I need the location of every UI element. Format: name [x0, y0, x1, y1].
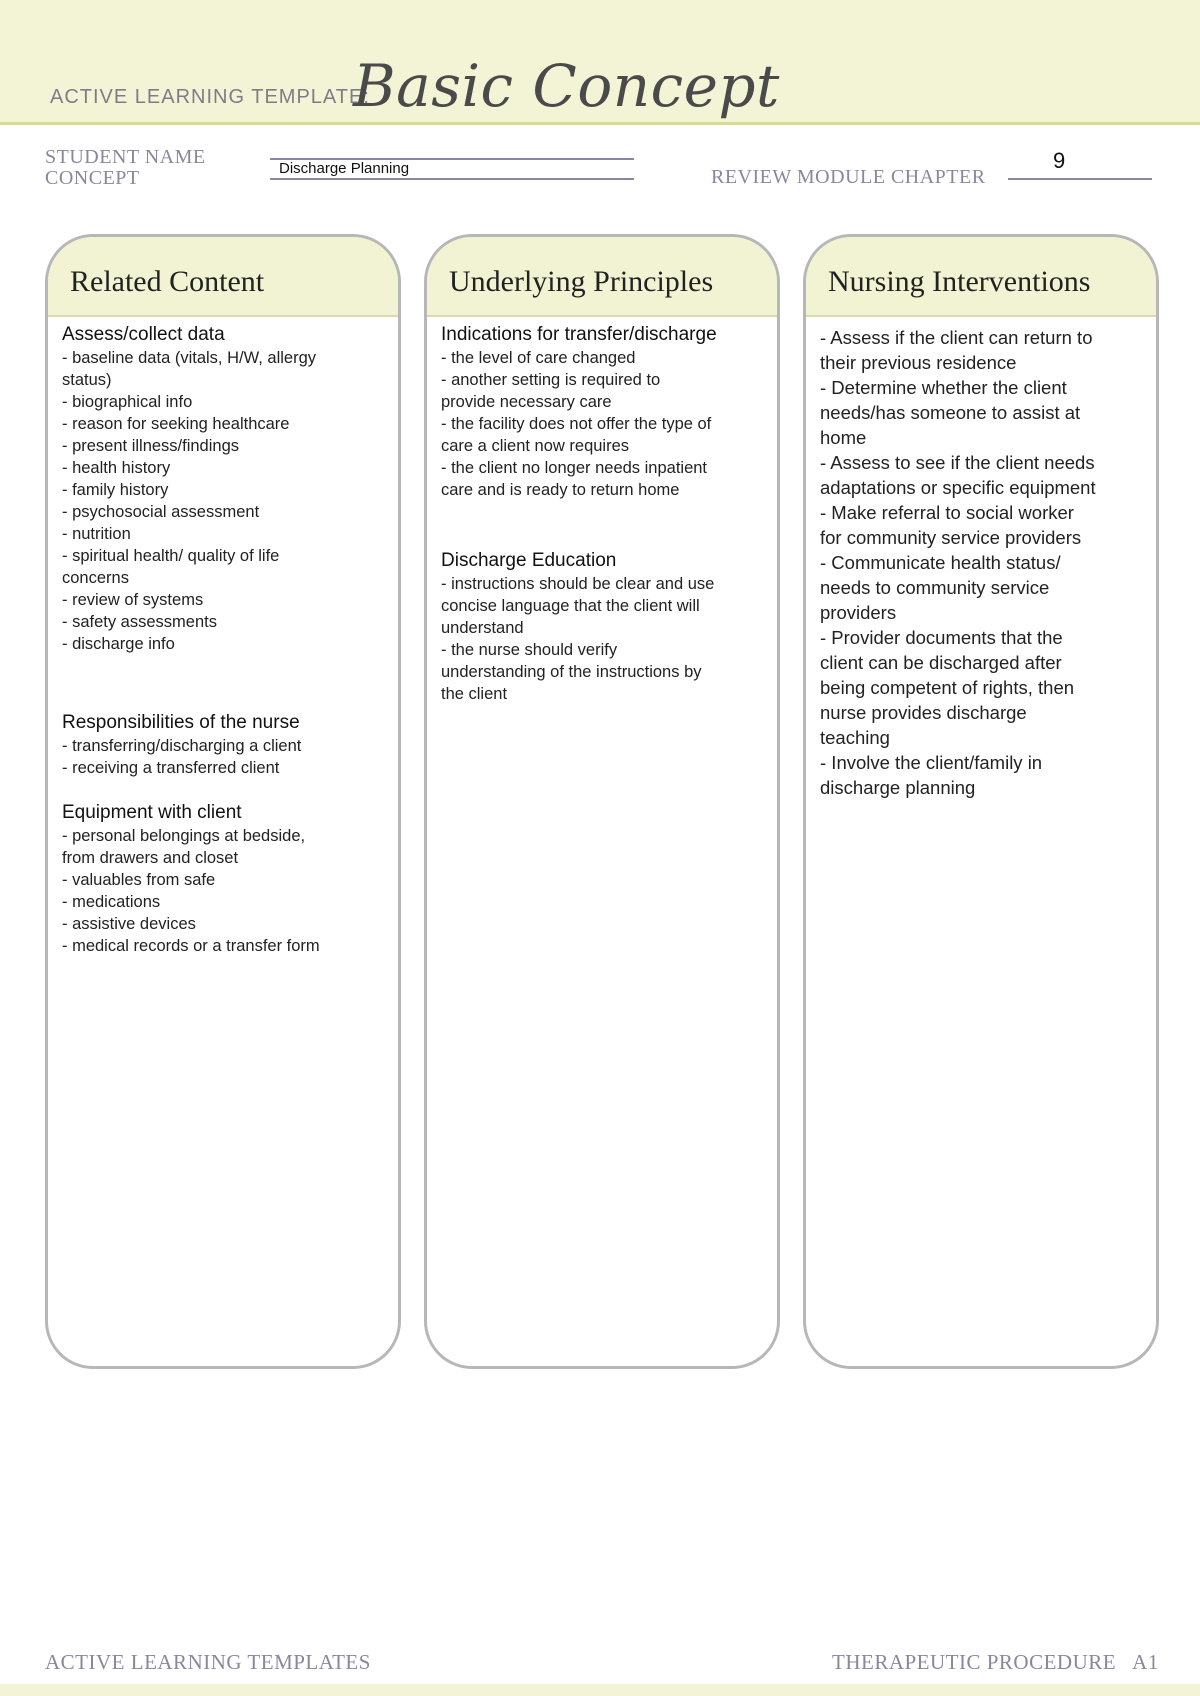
list-item: - the facility does not offer the type of: [441, 415, 712, 433]
list-item: - review of systems: [62, 591, 204, 609]
list-item: - biographical info: [62, 393, 193, 411]
section-title: Responsibilities of the nurse: [62, 712, 300, 733]
list-item: nurse provides discharge: [820, 702, 1027, 723]
list-item: - Determine whether the client: [820, 377, 1067, 398]
list-item: - reason for seeking healthcare: [62, 415, 290, 433]
footer-right-label: THERAPEUTIC PROCEDURE A1: [832, 1650, 1159, 1674]
list-item: - family history: [62, 481, 169, 499]
related-content-title: Related Content: [70, 265, 265, 298]
list-item: - the nurse should verify: [441, 641, 618, 659]
section-title: Indications for transfer/discharge: [441, 324, 717, 345]
list-item: teaching: [820, 727, 890, 748]
concept-field[interactable]: [270, 178, 634, 180]
list-item: care a client now requires: [441, 437, 630, 455]
list-item: - Assess if the client can return to: [820, 327, 1093, 348]
list-item: - Assess to see if the client needs: [820, 452, 1095, 473]
list-item: - medications: [62, 893, 161, 911]
list-item: - valuables from safe: [62, 871, 216, 889]
list-item: from drawers and closet: [62, 849, 239, 867]
list-item: - Provider documents that the: [820, 627, 1063, 648]
list-item: the client: [441, 685, 508, 703]
list-item: - medical records or a transfer form: [62, 937, 320, 955]
list-item: home: [820, 427, 867, 448]
list-item: - safety assessments: [62, 613, 217, 631]
nursing-interventions-panel: [803, 234, 1159, 1369]
list-item: provide necessary care: [441, 393, 612, 411]
list-item: being competent of rights, then: [820, 677, 1075, 698]
nursing-interventions-title: Nursing Interventions: [828, 265, 1091, 298]
list-item: - Involve the client/family in: [820, 752, 1043, 773]
list-item: - Communicate health status/: [820, 552, 1061, 573]
list-item: care and is ready to return home: [441, 481, 680, 499]
list-item: - health history: [62, 459, 171, 477]
list-item: needs to community service: [820, 577, 1050, 598]
underlying-principles-panel: [424, 234, 780, 1369]
list-item: - spiritual health/ quality of life: [62, 547, 280, 565]
nursing-interventions-header: [806, 237, 1156, 317]
list-item: concise language that the client will: [441, 597, 700, 615]
list-item: status): [62, 371, 112, 389]
underlying-principles-title: Underlying Principles: [449, 265, 714, 298]
section-title: Discharge Education: [441, 550, 617, 571]
list-item: - instructions should be clear and use: [441, 575, 715, 593]
chapter-field[interactable]: [1008, 178, 1152, 180]
chapter-label: REVIEW MODULE CHAPTER: [711, 166, 986, 188]
concept-value[interactable]: Discharge Planning: [279, 160, 410, 177]
list-item: - present illness/findings: [62, 437, 240, 455]
list-item: - transferring/discharging a client: [62, 737, 302, 755]
related-content-header: [48, 237, 398, 317]
related-content-panel: [45, 234, 401, 1369]
list-item: - personal belongings at bedside,: [62, 827, 306, 845]
spacer: [441, 501, 763, 549]
concept-label: CONCEPT: [45, 167, 140, 189]
list-item: - baseline data (vitals, H/W, allergy: [62, 349, 317, 367]
list-item: understanding of the instructions by: [441, 663, 702, 681]
underlying-principles-header: [427, 237, 777, 317]
template-banner: [0, 0, 1200, 125]
footer-left-label: ACTIVE LEARNING TEMPLATES: [45, 1650, 371, 1674]
list-item: needs/has someone to assist at: [820, 402, 1081, 423]
list-item: for community service providers: [820, 527, 1082, 548]
list-item: - the client no longer needs inpatient: [441, 459, 708, 477]
list-item: - discharge info: [62, 635, 175, 653]
list-item: - receiving a transferred client: [62, 759, 280, 777]
nursing-interventions-body[interactable]: [806, 317, 1156, 800]
student-name-label: STUDENT NAME: [45, 146, 206, 168]
footer-bar: [0, 1684, 1200, 1696]
list-item: their previous residence: [820, 352, 1017, 373]
section-title: Assess/collect data: [62, 324, 225, 345]
template-name: Basic Concept: [353, 52, 780, 120]
list-item: - nutrition: [62, 525, 131, 543]
list-item: - another setting is required to: [441, 371, 661, 389]
related-content-body[interactable]: [48, 317, 398, 957]
list-item: - psychosocial assessment: [62, 503, 260, 521]
list-item: - assistive devices: [62, 915, 196, 933]
template-label: ACTIVE LEARNING TEMPLATE:: [50, 86, 370, 108]
list-item: - the level of care changed: [441, 349, 636, 367]
list-item: - Make referral to social worker: [820, 502, 1074, 523]
spacer: [62, 779, 384, 801]
underlying-principles-body[interactable]: [427, 317, 777, 705]
list-item: understand: [441, 619, 524, 637]
chapter-value[interactable]: 9: [1053, 148, 1066, 173]
list-item: concerns: [62, 569, 129, 587]
list-item: discharge planning: [820, 777, 976, 798]
list-item: providers: [820, 602, 897, 623]
list-item: adaptations or specific equipment: [820, 477, 1096, 498]
section-title: Equipment with client: [62, 802, 242, 823]
list-item: client can be discharged after: [820, 652, 1062, 673]
spacer: [62, 655, 384, 711]
